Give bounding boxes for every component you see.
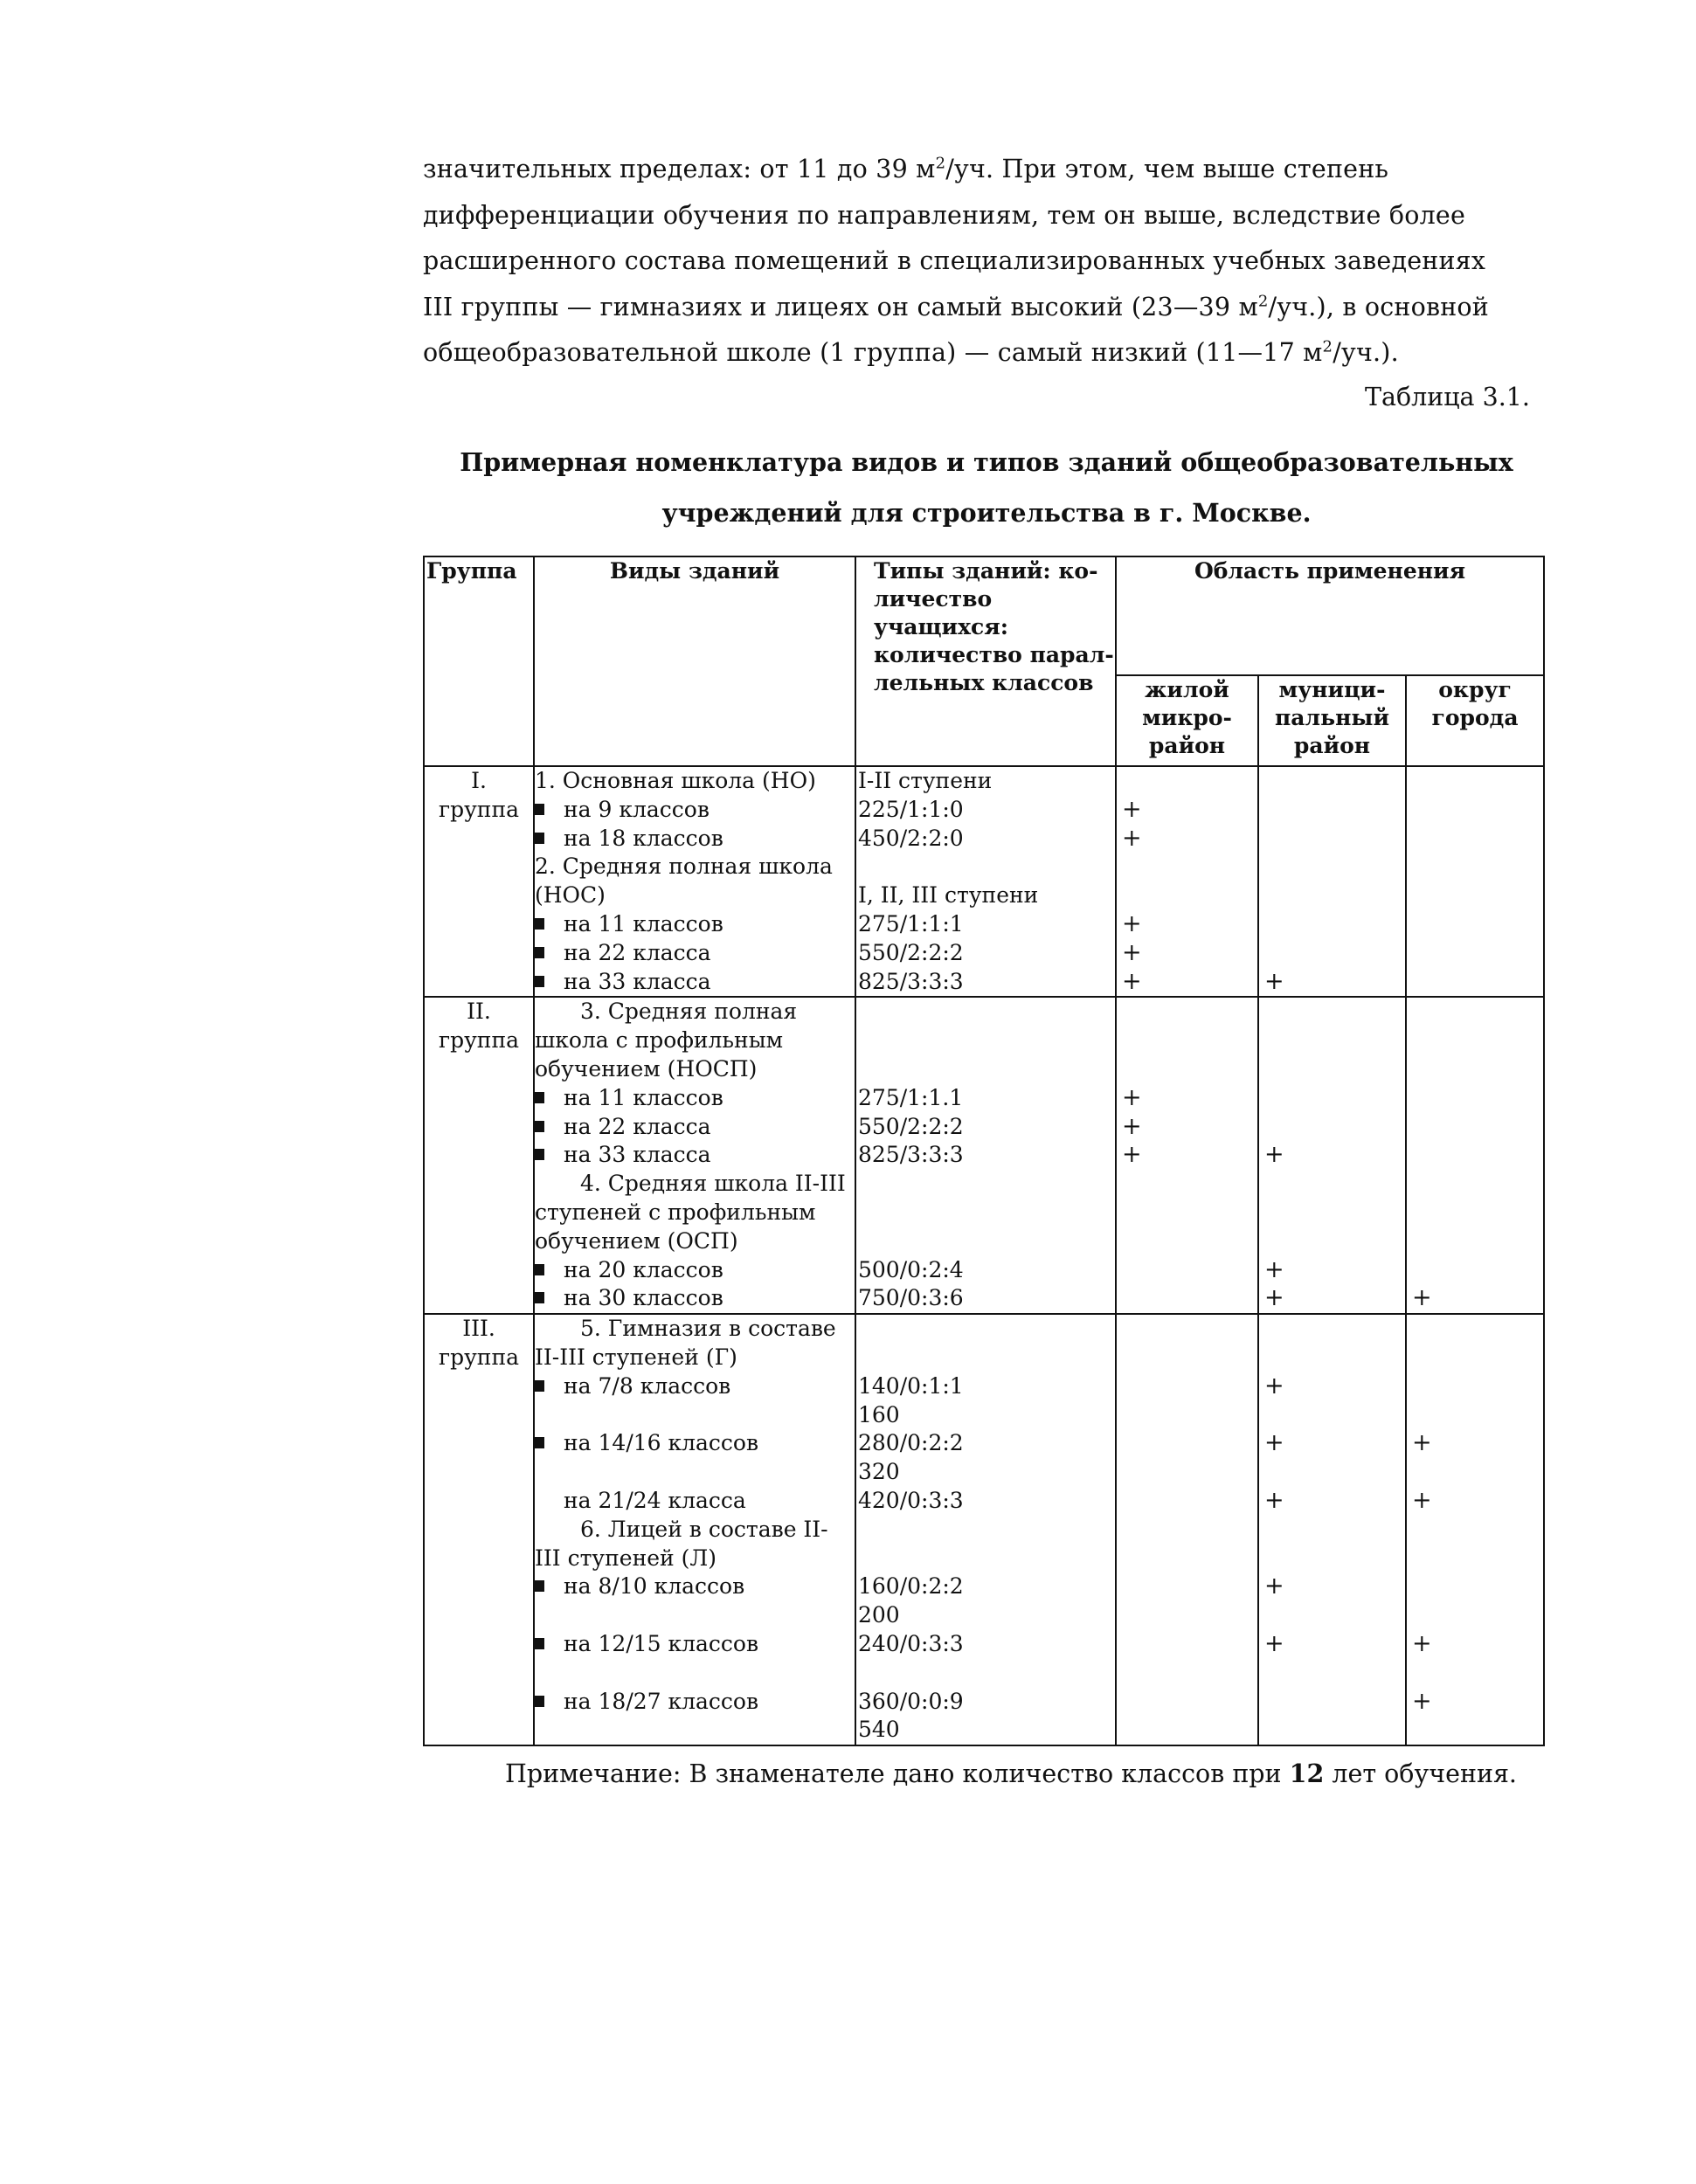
area-mark: + xyxy=(1122,967,1142,995)
type-value: 825/3:3:3 xyxy=(858,1142,964,1168)
bullet-square-icon xyxy=(535,1380,544,1392)
bullet-square-icon xyxy=(535,833,544,844)
kind-line xyxy=(535,1716,855,1745)
kind-line xyxy=(535,1055,855,1084)
kind-text: 6. Лицей в составе II- xyxy=(580,1516,828,1542)
area-col3-cell xyxy=(1406,997,1544,1314)
area-mark xyxy=(1259,767,1405,796)
bullet-square-icon xyxy=(535,1638,544,1649)
kind-line xyxy=(535,1630,855,1659)
area-mark xyxy=(1259,1026,1405,1055)
type-value: I, II, III ступени xyxy=(858,882,1039,909)
kind-line xyxy=(535,1026,855,1055)
area-mark xyxy=(1407,1315,1543,1344)
area-mark xyxy=(1259,1199,1405,1227)
type-value: 420/0:3:3 xyxy=(858,1487,964,1513)
type-value: I-II ступени xyxy=(858,768,993,793)
kind-text: на 33 класса xyxy=(564,1142,711,1168)
kind-line xyxy=(535,1315,855,1344)
area-mark xyxy=(1117,767,1257,796)
header-area-label: Область применения xyxy=(1194,558,1466,584)
area-mark xyxy=(1407,1256,1543,1285)
type-value: 160 xyxy=(858,1401,900,1427)
note-bold: 12 xyxy=(1289,1759,1325,1788)
header-col-line: район xyxy=(1148,733,1226,758)
kind-text: II-III ступеней (Г) xyxy=(535,1344,737,1370)
area-mark: + xyxy=(1264,1284,1284,1312)
kind-text: на 14/16 классов xyxy=(564,1430,759,1456)
area-mark xyxy=(1407,1601,1543,1630)
kind-text: на 22 класса xyxy=(564,939,711,965)
area-mark xyxy=(1259,1545,1405,1573)
area-mark: + xyxy=(1412,1284,1432,1312)
area-mark: + xyxy=(1412,1629,1432,1657)
area-mark: + xyxy=(1412,1429,1432,1457)
table-title-line: Примерная номенклатура видов и типов зданий общеобразовательных xyxy=(460,447,1513,477)
kind-line xyxy=(535,825,855,854)
superscript: 2 xyxy=(1322,337,1333,356)
type-value: 450/2:2:0 xyxy=(858,825,964,851)
kind-text: на 18 классов xyxy=(564,825,723,851)
area-mark xyxy=(1117,1487,1257,1516)
type-value: 275/1:1.1 xyxy=(858,1084,964,1110)
area-col3-cell xyxy=(1406,766,1544,997)
type-value xyxy=(856,1026,1115,1055)
area-mark xyxy=(1407,1141,1543,1170)
area-mark xyxy=(1259,825,1405,854)
kind-line xyxy=(535,881,855,910)
kind-line xyxy=(535,1688,855,1717)
bullet-square-icon xyxy=(535,947,544,958)
superscript: 2 xyxy=(1257,292,1269,310)
area-mark xyxy=(1259,1084,1405,1113)
area-mark xyxy=(1407,968,1543,997)
area-mark xyxy=(1259,1113,1405,1142)
type-value: 500/0:2:4 xyxy=(858,1256,964,1282)
bullet-square-icon xyxy=(535,1292,544,1303)
kind-text: обучением (ОСП) xyxy=(535,1227,738,1254)
header-kinds xyxy=(534,556,855,766)
type-value: 240/0:3:3 xyxy=(858,1630,964,1656)
kind-line xyxy=(535,1256,855,1285)
kinds-cell xyxy=(534,766,855,997)
area-mark xyxy=(1259,1344,1405,1372)
types-cell xyxy=(855,997,1116,1314)
header-kinds-label: Виды зданий xyxy=(609,558,780,584)
group-label: группа xyxy=(438,1344,520,1370)
kind-line xyxy=(535,1601,855,1630)
note-text: лет обучения. xyxy=(1324,1759,1517,1788)
kind-text: 1. Основная школа (НО) xyxy=(535,768,816,793)
area-mark xyxy=(1117,1227,1257,1256)
area-mark xyxy=(1117,1026,1257,1055)
group-label: III. xyxy=(462,1316,495,1342)
kind-line xyxy=(535,853,855,881)
header-col-municipal xyxy=(1258,675,1406,766)
area-mark xyxy=(1407,910,1543,939)
area-col1-cell xyxy=(1116,1314,1258,1745)
kind-text: на 11 классов xyxy=(564,910,723,936)
area-mark xyxy=(1407,1227,1543,1256)
kind-text: на 21/24 класса xyxy=(564,1487,746,1513)
bullet-square-icon xyxy=(535,1149,544,1160)
area-mark xyxy=(1259,1688,1405,1717)
kind-line xyxy=(535,1572,855,1601)
header-group-label: Группа xyxy=(426,558,517,584)
paragraph-text: III группы — гимназиях и лицеях он самый высокий (23—39 м xyxy=(423,292,1258,321)
area-col2-cell xyxy=(1258,766,1406,997)
type-value: 140/0:1:1 xyxy=(858,1372,964,1399)
group-label: группа xyxy=(438,796,520,822)
area-mark xyxy=(1407,796,1543,825)
type-value: 825/3:3:3 xyxy=(858,968,964,994)
area-mark xyxy=(1407,825,1543,854)
area-mark xyxy=(1117,1572,1257,1601)
type-value: 275/1:1:1 xyxy=(858,910,964,936)
paragraph-line xyxy=(423,285,1533,331)
area-mark xyxy=(1117,853,1257,881)
area-mark xyxy=(1117,1199,1257,1227)
area-mark xyxy=(1407,853,1543,881)
kind-text: 4. Средняя школа II-III xyxy=(580,1171,846,1197)
type-value xyxy=(856,853,1115,881)
header-col-line: муници- xyxy=(1278,677,1386,702)
type-value xyxy=(856,998,1115,1026)
kind-text: на 22 класса xyxy=(564,1113,711,1139)
area-col2-cell xyxy=(1258,997,1406,1314)
area-mark xyxy=(1117,1429,1257,1458)
area-mark xyxy=(1407,1401,1543,1430)
area-mark xyxy=(1117,1545,1257,1573)
area-mark xyxy=(1407,1372,1543,1401)
area-mark: + xyxy=(1122,1112,1142,1140)
header-types-line: личество учащихся: xyxy=(874,586,1008,639)
type-value: 200 xyxy=(858,1602,900,1628)
table-note xyxy=(505,1759,1517,1788)
type-value: 225/1:1:0 xyxy=(858,796,964,822)
kind-text: на 33 класса xyxy=(564,968,711,994)
area-mark xyxy=(1407,1026,1543,1055)
area-mark xyxy=(1117,1284,1257,1313)
area-mark xyxy=(1117,998,1257,1026)
header-col-line: микро- xyxy=(1142,705,1232,730)
type-value xyxy=(856,1199,1115,1227)
kind-line xyxy=(535,1170,855,1199)
bullet-square-icon xyxy=(535,1264,544,1275)
group-label: II. xyxy=(467,999,491,1025)
kind-line xyxy=(535,1113,855,1142)
area-mark xyxy=(1259,1659,1405,1688)
paragraph-line: дифференциации обучения по направлениям, тем он выше, вследствие более xyxy=(423,200,1466,230)
header-row xyxy=(424,556,1544,675)
type-value: 550/2:2:2 xyxy=(858,939,964,965)
kind-line xyxy=(535,1199,855,1227)
header-col-line: район xyxy=(1293,733,1371,758)
area-mark xyxy=(1117,1716,1257,1745)
kind-line xyxy=(535,1429,855,1458)
area-mark xyxy=(1407,1716,1543,1745)
kind-text: на 7/8 классов xyxy=(564,1372,731,1399)
kind-line xyxy=(535,1545,855,1573)
header-area xyxy=(1116,556,1544,675)
paragraph-text: /уч.), в основной xyxy=(1268,292,1489,321)
header-col-line: округ xyxy=(1438,677,1512,702)
kind-text: (НОС) xyxy=(535,882,606,909)
area-mark xyxy=(1407,939,1543,968)
type-value xyxy=(856,1315,1115,1344)
group-row xyxy=(424,997,1544,1314)
bullet-square-icon xyxy=(535,976,544,987)
area-col1-cell xyxy=(1116,766,1258,997)
area-mark xyxy=(1407,1572,1543,1601)
paragraph-text: /уч.). xyxy=(1333,338,1399,367)
kind-line xyxy=(535,1344,855,1372)
area-mark xyxy=(1117,1458,1257,1487)
area-mark xyxy=(1407,1055,1543,1084)
area-mark xyxy=(1117,1516,1257,1545)
kind-text: на 20 классов xyxy=(564,1256,723,1282)
type-value xyxy=(856,1227,1115,1256)
area-mark xyxy=(1259,1055,1405,1084)
area-mark xyxy=(1117,1688,1257,1717)
kind-line xyxy=(535,910,855,939)
area-mark xyxy=(1117,1659,1257,1688)
group-label-cell xyxy=(424,997,534,1314)
area-mark xyxy=(1259,1170,1405,1199)
area-mark xyxy=(1407,1659,1543,1688)
area-mark xyxy=(1117,881,1257,910)
area-col3-cell xyxy=(1406,1314,1544,1745)
area-mark xyxy=(1407,767,1543,796)
type-value xyxy=(856,1516,1115,1545)
area-mark xyxy=(1117,1344,1257,1372)
group-label: I. xyxy=(471,768,487,793)
kinds-cell xyxy=(534,1314,855,1745)
area-mark xyxy=(1117,1170,1257,1199)
kind-line xyxy=(535,1284,855,1313)
kind-text: на 12/15 классов xyxy=(564,1630,759,1656)
kind-line xyxy=(535,1458,855,1487)
area-mark xyxy=(1259,1601,1405,1630)
area-mark xyxy=(1259,1716,1405,1745)
bullet-square-icon xyxy=(535,1696,544,1707)
header-col-line: жилой xyxy=(1145,677,1229,702)
area-mark: + xyxy=(1264,1486,1284,1514)
type-value: 550/2:2:2 xyxy=(858,1113,964,1139)
group-label-cell xyxy=(424,1314,534,1745)
bullet-square-icon xyxy=(535,804,544,815)
area-mark xyxy=(1407,1545,1543,1573)
type-value xyxy=(856,1545,1115,1573)
area-mark: + xyxy=(1412,1486,1432,1514)
kind-line xyxy=(535,1372,855,1401)
superscript: 2 xyxy=(935,154,946,173)
area-mark xyxy=(1407,881,1543,910)
area-mark: + xyxy=(1264,1372,1284,1400)
type-value: 320 xyxy=(858,1459,900,1485)
group-label: группа xyxy=(438,1027,520,1054)
header-types xyxy=(855,556,1116,766)
type-value: 750/0:3:6 xyxy=(858,1285,964,1311)
area-mark: + xyxy=(1122,1083,1142,1111)
group-row xyxy=(424,766,1544,997)
paragraph-text: /уч. При этом, чем выше степень xyxy=(945,155,1389,183)
kind-text: школа с профильным xyxy=(535,1027,784,1054)
kind-line xyxy=(535,1401,855,1430)
area-mark xyxy=(1407,1084,1543,1113)
area-mark xyxy=(1117,1372,1257,1401)
kind-text: 5. Гимназия в составе xyxy=(580,1316,836,1342)
kind-line xyxy=(535,1084,855,1113)
area-mark xyxy=(1259,998,1405,1026)
area-mark xyxy=(1259,910,1405,939)
area-mark xyxy=(1117,1401,1257,1430)
paragraph-line: расширенного состава помещений в специализированных учебных заведениях xyxy=(423,246,1486,275)
area-mark xyxy=(1259,881,1405,910)
paragraph-text: общеобразовательной школе (1 группа) — самый низкий (11—17 м xyxy=(423,338,1323,367)
bullet-square-icon xyxy=(535,1121,544,1132)
paragraph-line xyxy=(423,330,1533,377)
body-paragraph xyxy=(423,147,1533,377)
type-value xyxy=(856,1170,1115,1199)
header-col-line: города xyxy=(1431,705,1519,730)
kind-line xyxy=(535,968,855,997)
kind-text: 2. Средняя полная школа xyxy=(535,854,833,880)
header-col-micro xyxy=(1116,675,1258,766)
type-value xyxy=(856,1659,1115,1688)
kinds-cell xyxy=(534,997,855,1314)
type-value: 540 xyxy=(858,1717,900,1743)
kind-text: обучением (НОСП) xyxy=(535,1055,758,1082)
area-mark: + xyxy=(1264,1629,1284,1657)
nomenclature-table xyxy=(423,556,1545,1746)
area-mark: + xyxy=(1264,967,1284,995)
area-mark: + xyxy=(1122,909,1142,937)
header-col-district xyxy=(1406,675,1544,766)
paragraph-line xyxy=(423,147,1533,193)
table-number: Таблица 3.1. xyxy=(1364,383,1530,411)
table-title-line: учреждений для строительства в г. Москве. xyxy=(661,498,1312,528)
group-row xyxy=(424,1314,1544,1745)
area-mark xyxy=(1117,1315,1257,1344)
area-mark xyxy=(1407,1344,1543,1372)
bullet-square-icon xyxy=(535,1580,544,1592)
kind-text: ступеней с профильным xyxy=(535,1199,816,1225)
kind-line xyxy=(535,998,855,1026)
kind-line xyxy=(535,1516,855,1545)
header-types-line: лельных классов xyxy=(874,670,1094,695)
table-title xyxy=(423,437,1550,538)
header-group xyxy=(424,556,534,766)
kind-text: на 9 классов xyxy=(564,796,710,822)
kind-line xyxy=(535,767,855,796)
type-value xyxy=(856,1055,1115,1084)
area-mark xyxy=(1259,1458,1405,1487)
area-mark: + xyxy=(1264,1255,1284,1283)
kind-line xyxy=(535,1141,855,1170)
type-value: 280/0:2:2 xyxy=(858,1430,964,1456)
kind-line xyxy=(535,1659,855,1688)
area-mark xyxy=(1117,1055,1257,1084)
kind-line xyxy=(535,1487,855,1516)
area-mark: + xyxy=(1122,1141,1142,1169)
area-mark xyxy=(1117,1256,1257,1285)
header-types-line: количество парал- xyxy=(874,642,1114,667)
type-value: 160/0:2:2 xyxy=(858,1573,964,1600)
kind-text: на 8/10 классов xyxy=(564,1573,745,1600)
area-mark xyxy=(1259,1315,1405,1344)
kind-text: 3. Средняя полная xyxy=(580,999,798,1025)
area-mark xyxy=(1407,1458,1543,1487)
area-mark xyxy=(1407,1516,1543,1545)
bullet-square-icon xyxy=(535,1092,544,1103)
area-mark: + xyxy=(1412,1687,1432,1715)
kind-text: на 18/27 классов xyxy=(564,1688,759,1714)
bullet-square-icon xyxy=(535,1437,544,1448)
header-types-line: Типы зданий: ко- xyxy=(874,558,1098,584)
area-mark: + xyxy=(1264,1572,1284,1600)
area-mark xyxy=(1259,853,1405,881)
kind-text: III ступеней (Л) xyxy=(535,1545,717,1571)
types-cell xyxy=(855,766,1116,997)
kind-line xyxy=(535,796,855,825)
area-col1-cell xyxy=(1116,997,1258,1314)
note-text: Примечание: В знаменателе дано количество классов при xyxy=(505,1759,1290,1788)
area-mark xyxy=(1407,1170,1543,1199)
area-mark xyxy=(1407,998,1543,1026)
area-mark: + xyxy=(1264,1429,1284,1457)
area-mark xyxy=(1407,1199,1543,1227)
paragraph-text: значительных пределах: от 11 до 39 м xyxy=(423,155,936,183)
kind-text: на 30 классов xyxy=(564,1285,723,1311)
kind-text: на 11 классов xyxy=(564,1084,723,1110)
area-mark: + xyxy=(1122,938,1142,966)
area-mark xyxy=(1259,1401,1405,1430)
area-mark xyxy=(1259,1227,1405,1256)
bullet-square-icon xyxy=(535,918,544,930)
area-mark xyxy=(1259,939,1405,968)
area-mark xyxy=(1259,1516,1405,1545)
kind-line xyxy=(535,939,855,968)
area-mark: + xyxy=(1264,1141,1284,1169)
area-mark xyxy=(1407,1113,1543,1142)
header-col-line: пальный xyxy=(1275,705,1389,730)
type-value: 360/0:0:9 xyxy=(858,1688,964,1714)
types-cell xyxy=(855,1314,1116,1745)
area-mark: + xyxy=(1122,824,1142,852)
area-mark xyxy=(1259,796,1405,825)
area-col2-cell xyxy=(1258,1314,1406,1745)
group-label-cell xyxy=(424,766,534,997)
area-mark: + xyxy=(1122,795,1142,823)
area-mark xyxy=(1117,1630,1257,1659)
kind-line xyxy=(535,1227,855,1256)
type-value xyxy=(856,1344,1115,1372)
area-mark xyxy=(1117,1601,1257,1630)
